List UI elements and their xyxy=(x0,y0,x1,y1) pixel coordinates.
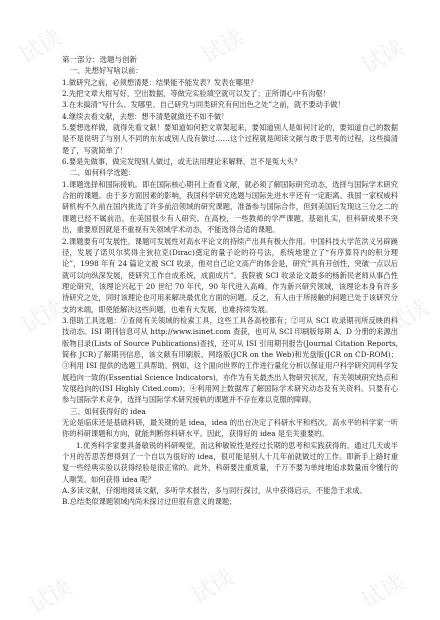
section-heading: 二、如何科学选题： xyxy=(70,168,136,178)
paragraph: 无论是临床还是基础科研，最关键的是 idea，idea 的出台决定了科研水平和档次。高水平的科学家一听你的科研课题和方向，就能判断你科研水平。因此，获得好的 idea 是至关重要的。 xyxy=(62,418,398,439)
document-title: 第一部分：选题与创新 xyxy=(62,55,137,64)
paragraph: 3.在未搞清“写什么、发哪里、自己研究与同类研究有何出色之处”之前，就不要动手做！ xyxy=(62,100,345,110)
watermark-text: 试读 xyxy=(357,570,409,615)
paragraph: 3.借助工具选题：①查阅有关领域的检索工具，这些工具各高校都有；②可从 SCI 收录期刊所反映的科技动态。ISI 期刊信息可从 http://www.isinet.com 查获，也可从 SCI 印刷版每期 A、D 分册的来源出版物目录(Lists of Source Publications)查找，还可从 ISI 引用期刊报告(Journal Citation Reports, 简称 JCR)了解期刊信息，该文献有印刷版、网络版(JCR on the Web)和光盘版(JCR on CD-ROM)；③利用 ISI 提供的选题工具帮助，例如，这个面向世界的工作进行量化分析以保证用户科学研究同科学发展趋向一致的(Essential Science Indicators)，亦作为有关最杰出人物研究状况，有关领域研究热点和发展趋向的(ISI Highly Cited.com)；④利用网上数据库了解国际学术研究动态及有关资料。只要有心参与国际学术竞争，选择与国际学术研究接轨的课题并不存在难以克服的障碍。 xyxy=(62,315,398,405)
paragraph: 5.要想选样做，就得先看文献！要知道如何把文章架起来，要知道别人是如何讨论的，要知道自己的数据是不是说明了与别人不同的东东或别人没有做过……这个过程就是阅读文献与敢于思考的过程，这些搞清楚了，写就简单了！ xyxy=(62,123,398,155)
watermark-text: 试读 xyxy=(15,25,67,70)
watermark-text: 试读 xyxy=(382,295,434,340)
paragraph: 1.优秀科学家要具备敏锐的科研嗅觉，而这种敏锐性是经过长期的思考和实践获得的。通过几天或半个月的苦思苦想得到了一个自以为很好的 idea，很可能是别人十几年前就做过的工作。即新手上路时重复一些经典实验以获得经验是很正常的。此外，科研要注重质量，千万不要为单纯地追求数量而令懂行的人嗤笑。如何获得 idea 呢？ xyxy=(62,440,398,484)
paragraph: 2.先把文章大框写好，空出数据，等做完实验填空就可以发了；正所谓心中有沟壑！ xyxy=(62,89,330,99)
watermark-text: 试读 xyxy=(17,295,69,340)
paragraph: 1.做研究之前，必须想清楚：结果能不能发表？发表在哪里？ xyxy=(62,77,258,87)
section-heading: 三、如何获得好的 idea xyxy=(70,406,146,416)
document-body xyxy=(62,54,398,508)
watermark-text: 试读 xyxy=(187,565,239,610)
paragraph: B.总结类似课题领域内尚未探讨过但很有意义的课题； xyxy=(62,497,237,507)
paragraph: 6.要是先做事，做完发现别人做过，或无法用理论来解释，岂不是冤大头？ xyxy=(62,157,301,167)
watermark-text: 试读 xyxy=(197,25,249,70)
watermark-text: 试读 xyxy=(357,35,409,80)
paragraph: 2.课题要有可发展性。课题可发展性对高水平论文的持续产出具有极大作用。中国科技大学范洪义另辟蹊径，发展了诺贝尔奖得主狄拉克(Dirac)奠定的量子论的符号法，系统地建立了“有序算符内的积分理论”，1998 年有 24 篇论文被 SCI 收录，他对自己论文高产的体会是，研究“具有开创性，突破一点以后就可以向纵深发展，使研究工作自成系统，成面成片”。我院被 SCI 收录论文最多的杨新民老师从事凸性理论研究，该理论兴起于 20 世纪 70 年代，90 年代进入高峰。作为新兴研究领域，该理论本身有许多待研究之处，同时该理论也可用来解决最优化方面的问题。反之，有人由于所接触的问题已处于该研究分支的末端，即使能解决这些问题，也难有大发展，也难持续发展。 xyxy=(62,236,398,314)
watermark-text: 试读 xyxy=(25,575,77,620)
section-heading: 一、先想好写啥以前： xyxy=(70,66,143,76)
paragraph: 1.课题选择和国际接轨。即在国际核心期刊上查看文献，就必须了解国际研究动态，选择与国际学术研究合拍的课题。由于多方面因素的影响，我国科学研究选题与国际先进水平还有一定距离。我国一家权威科研机构不久前在国内挑选了许多前沿领域的研究课题，准备参与国际合作，但到美国后发现这三分之二的课题已经不属前沿，在美国很少有人研究。在高校，一些教师的学严课题、基础扎实，但科研成果不突出，重要原因就是不重视有关领域学术动态，不能选得合适的课题。 xyxy=(62,179,398,235)
paragraph: A.多读文献，仔细地阅读文献，多听学术报告，多与同行探讨，从中获得启示，不能急于求成。 xyxy=(62,486,367,496)
paragraph: 4.继续去看文献，去想：想不清楚就做还不如不做！ xyxy=(62,111,229,121)
